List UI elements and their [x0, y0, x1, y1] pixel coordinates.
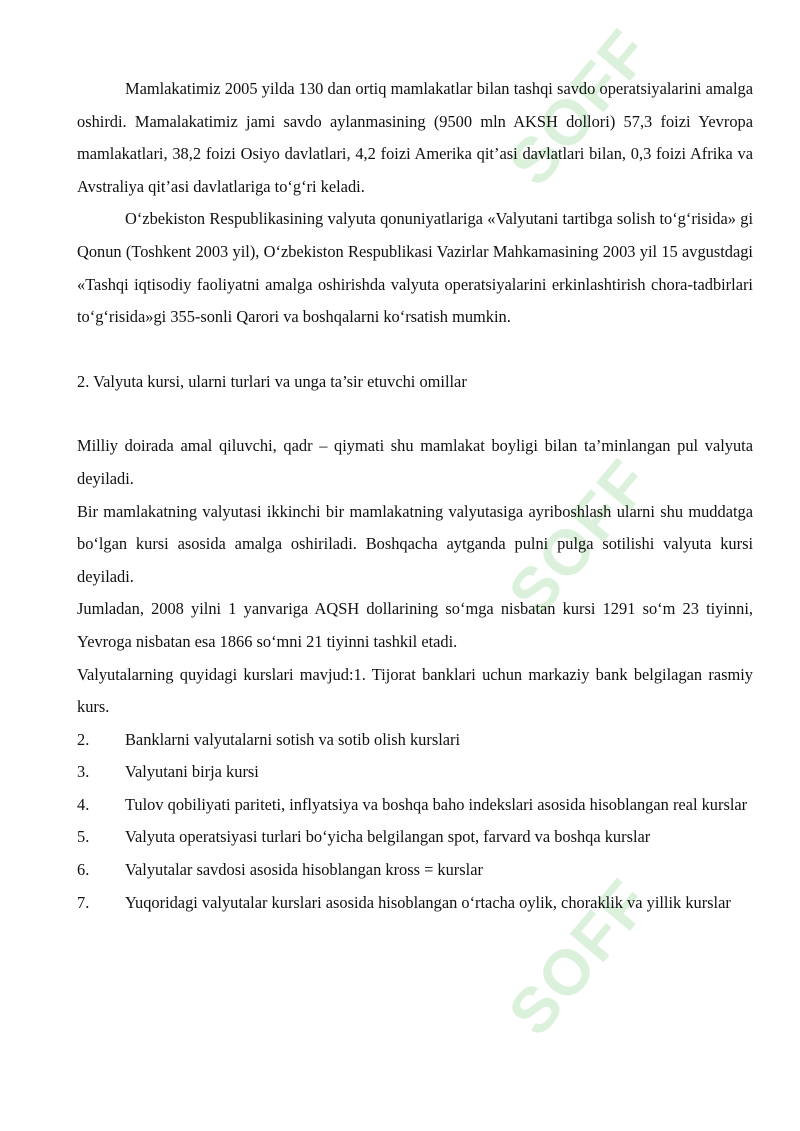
- paragraph-currency-definition: Milliy doirada amal qiluvchi, qadr – qiymati shu mamlakat boyligi bilan ta’minlangan pul valyuta deyiladi.: [77, 436, 753, 488]
- spacer: [77, 334, 753, 366]
- list-number: 3.: [77, 762, 90, 782]
- list-number: 7.: [77, 892, 90, 912]
- list-text: Valyutalar savdosi asosida hisoblangan kross = kurslar: [125, 860, 483, 880]
- paragraph-trade-stats: Mamlakatimiz 2005 yilda 130 dan ortiq mamlakatlar bilan tashqi savdo operatsiyalarini amalga oshirdi. Mamalakatimiz jami savdo aylanmasining (9500 mln AKSH dollori) 57,3 foizi Yevropa mamlakatlari, 38,2 foizi Osiyo davlatlari, 4,2 foizi Amerika qit’asi davlatlari bilan, 0,3 foizi Afrika va Avstraliya qit’asi davlatlariga to‘g‘ri keladi.: [77, 79, 753, 196]
- list-text: Valyutani birja kursi: [125, 762, 259, 782]
- list-text: Banklarni valyutalarni sotish va sotib olish kurslari: [125, 729, 461, 749]
- list-item: [77, 821, 753, 854]
- spacer: [77, 398, 753, 430]
- list-number: 5.: [77, 827, 90, 847]
- watermark: SOFF: [494, 445, 665, 629]
- list-item: [77, 756, 753, 789]
- section-heading: 2. Valyuta kursi, ularni turlari va unga ta’sir etuvchi omillar: [77, 371, 467, 391]
- list-text: Tulov qobiliyati pariteti, inflyatsiya va boshqa baho indekslari asosida hisoblangan real kurslar: [125, 794, 748, 814]
- list-item: [77, 887, 753, 920]
- list-text: Yuqoridagi valyutalar kurslari asosida hisoblangan o‘rtacha oylik, choraklik va yillik kurslar: [125, 892, 731, 912]
- paragraph-rate-types: Valyutalarning quyidagi kurslari mavjud:1. Tijorat banklari uchun markaziy bank belgilagan rasmiy kurs.: [77, 664, 753, 717]
- list-text: Valyuta operatsiyasi turlari bo‘yicha belgilangan spot, farvard va boshqa kurslar: [125, 827, 651, 847]
- watermark: SOFF: [494, 15, 665, 199]
- list-number: 2.: [77, 729, 90, 749]
- list-number: 6.: [77, 860, 90, 880]
- list-item: [77, 789, 753, 822]
- watermark: SOFF: [494, 865, 665, 1049]
- paragraph-rate-example: Jumladan, 2008 yilni 1 yanvariga AQSH dollarining so‘mga nisbatan kursi 1291 so‘m 23 tiyinni, Yevroga nisbatan esa 1866 so‘mni 21 tiyinni tashkil etadi.: [77, 599, 753, 651]
- document-page: [77, 73, 753, 919]
- paragraph-currency-law: O‘zbekiston Respublikasining valyuta qonuniyatlariga «Valyutani tartibga solish to‘g‘risida» gi Qonun (Toshkent 2003 yil), O‘zbekiston Respublikasi Vazirlar Mahkamasining 2003 yil 15 avgustdagi «Tashqi iqtisodiy faoliyatni amalga oshirishda valyuta operatsiyalarini erkinlashtirish chora-tadbirlari to‘g‘risida»gi 355-sonli Qarori va boshqalarni ko‘rsatish mumkin.: [77, 209, 753, 327]
- list-item: [77, 854, 753, 887]
- list-number: 4.: [77, 794, 90, 814]
- list-item: [77, 724, 753, 757]
- paragraph-exchange-rate: Bir mamlakatning valyutasi ikkinchi bir mamlakatning valyutasiga ayriboshlash ularni shu muddatga bo‘lgan kursi asosida amalga oshiriladi. Boshqacha aytganda pulni pulga sotilishi valyuta kursi deyiladi.: [77, 501, 753, 586]
